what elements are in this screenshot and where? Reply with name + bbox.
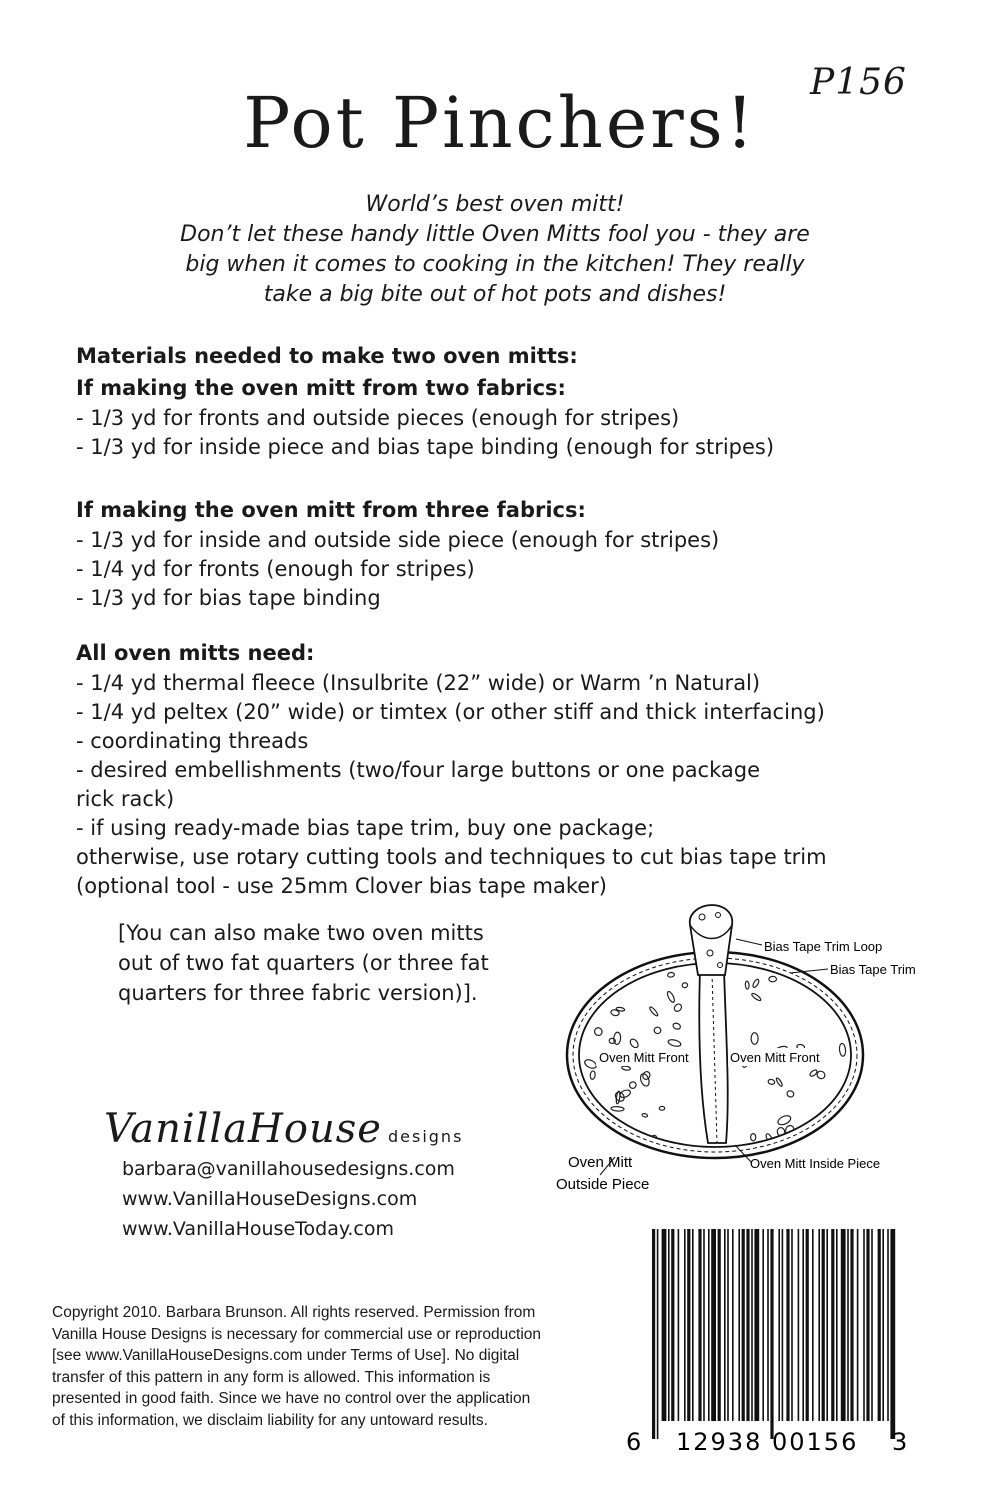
barcode-bar — [778, 1229, 780, 1421]
label-inside-piece: Oven Mitt Inside Piece — [750, 1156, 881, 1171]
barcode-bar — [887, 1229, 889, 1421]
list-item: rick rack) — [76, 787, 175, 811]
copyright-line: presented in good faith. Since we have no control over the application — [52, 1390, 531, 1407]
barcode-bar — [668, 1229, 670, 1421]
barcode-bar — [687, 1229, 690, 1421]
barcode-bar — [724, 1229, 726, 1421]
barcode-bar — [708, 1229, 710, 1421]
barcode-bar — [684, 1229, 686, 1421]
label-outside-piece-line2: Outside Piece — [556, 1176, 650, 1193]
list-item: - 1/3 yd for bias tape binding — [76, 586, 381, 610]
fat-quarter-note — [118, 918, 489, 1008]
two-fabrics-heading: If making the oven mitt from two fabrics: — [76, 376, 566, 400]
list-item: - coordinating threads — [76, 729, 309, 753]
barcode-bar — [727, 1229, 729, 1421]
barcode-bar — [863, 1229, 865, 1421]
copyright-line: of this information, we disclaim liability for any untoward results. — [52, 1411, 488, 1429]
barcode-bar — [857, 1229, 859, 1421]
intro-line: take a big bite out of hot pots and dishes! — [263, 282, 727, 307]
barcode-bar — [818, 1229, 820, 1421]
brand-sub: designs — [387, 1127, 464, 1146]
barcode-bar — [718, 1229, 721, 1421]
label-bias-tape-trim-loop: Bias Tape Trim Loop — [764, 939, 883, 954]
barcode-bar — [652, 1229, 655, 1439]
contact-website[interactable]: www.VanillaHouseDesigns.com — [122, 1188, 418, 1210]
pattern-code: P156 — [810, 62, 907, 103]
barcode-bar — [806, 1229, 809, 1421]
contact-website[interactable]: www.VanillaHouseToday.com — [122, 1218, 395, 1240]
copyright-line: Vanilla House Designs is necessary for commercial use or reproduction — [52, 1325, 542, 1343]
label-outside-piece-line1: Oven Mitt — [568, 1154, 633, 1171]
barcode-left-group: 12938 — [676, 1428, 763, 1456]
brand-logo — [104, 1106, 463, 1152]
label-oven-mitt-front-left: Oven Mitt Front — [599, 1050, 689, 1065]
barcode-bar — [711, 1229, 716, 1421]
brand-name: VanillaHouse — [104, 1106, 382, 1152]
label-oven-mitt-front-right: Oven Mitt Front — [730, 1050, 820, 1065]
barcode-bar — [786, 1229, 789, 1421]
barcode-bar — [882, 1229, 884, 1421]
barcode-bar — [678, 1229, 680, 1421]
contact-info — [122, 1154, 455, 1244]
barcode-bar — [738, 1229, 740, 1421]
barcode-bar — [782, 1229, 784, 1421]
barcode-bar — [890, 1229, 895, 1439]
contact-email[interactable]: barbara@vanillahousedesigns.com — [122, 1158, 455, 1180]
barcode-first-digit: 6 — [626, 1428, 642, 1456]
intro-line: big when it comes to cooking in the kitchen! They really — [185, 252, 805, 277]
barcode-bar — [692, 1229, 694, 1421]
inside-piece — [699, 970, 727, 1143]
barcode-bar — [841, 1229, 846, 1421]
page-title: Pot Pinchers! — [243, 82, 757, 164]
oven-mitt-diagram — [540, 895, 920, 1205]
label-bias-tape-trim: Bias Tape Trim — [830, 962, 916, 977]
copyright-line: Copyright 2010. Barbara Brunson. All rights reserved. Permission from — [52, 1304, 536, 1321]
barcode-bar — [657, 1229, 659, 1439]
barcode-bar — [871, 1229, 873, 1421]
list-item: - 1/3 yd for fronts and outside pieces (enough for stripes) — [76, 406, 680, 430]
fabric-dot — [602, 1129, 610, 1136]
all-mitts-section — [76, 637, 827, 901]
materials-heading: Materials needed to make two oven mitts: — [76, 344, 578, 368]
barcode-bar — [770, 1229, 773, 1439]
list-item: - 1/3 yd for inside and outside side piece (enough for stripes) — [76, 528, 720, 552]
note-line: quarters for three fabric version)]. — [118, 981, 478, 1005]
copyright-line: [see www.VanillaHouseDesigns.com under Terms of Use]. No digital — [52, 1347, 520, 1364]
barcode-bar — [831, 1229, 834, 1421]
barcode-bar — [812, 1229, 814, 1421]
barcode-bars — [652, 1229, 895, 1439]
two-fabrics-section — [76, 340, 774, 462]
barcode-bar — [767, 1229, 769, 1421]
barcode-bar — [754, 1229, 759, 1421]
barcode-bar — [762, 1229, 764, 1421]
barcode-bar — [698, 1229, 701, 1421]
three-fabrics-section — [76, 494, 719, 613]
copyright-notice — [52, 1302, 612, 1431]
three-fabrics-heading: If making the oven mitt from three fabrics: — [76, 498, 586, 522]
list-item: - 1/4 yd peltex (20” wide) or timtex (or other stiff and thick interfacing) — [76, 700, 825, 724]
intro-line: World’s best oven mitt! — [365, 192, 625, 217]
list-item: - desired embellishments (two/four large buttons or one package — [76, 758, 761, 782]
note-line: [You can also make two oven mitts — [118, 921, 484, 945]
list-item: otherwise, use rotary cutting tools and techniques to cut bias tape trim — [76, 845, 827, 869]
fabric-dot — [588, 1133, 594, 1143]
barcode-bar — [732, 1229, 734, 1421]
barcode-bar — [662, 1229, 667, 1421]
fabric-dot — [832, 1120, 841, 1130]
barcode-bar — [791, 1229, 793, 1421]
list-item: - 1/4 yd thermal fleece (Insulbrite (22” wide) or Warm ’n Natural) — [76, 671, 761, 695]
barcode-bar — [703, 1229, 705, 1421]
barcode-bar — [671, 1229, 674, 1421]
bias-trim-loop — [690, 905, 732, 975]
barcode-bar — [751, 1229, 753, 1421]
barcode — [626, 1225, 914, 1456]
barcode-bar — [847, 1229, 849, 1421]
list-item: - 1/3 yd for inside piece and bias tape binding (enough for stripes) — [76, 435, 775, 459]
list-item: - 1/4 yd for fronts (enough for stripes) — [76, 557, 475, 581]
barcode-bar — [746, 1229, 749, 1421]
all-mitts-heading: All oven mitts need: — [76, 641, 315, 665]
barcode-bar — [826, 1229, 828, 1421]
barcode-bar — [878, 1229, 881, 1421]
barcode-right-group: 00156 — [772, 1428, 859, 1456]
intro-line: Don’t let these handy little Oven Mitts fool you - they are — [180, 222, 810, 247]
fabric-dot — [826, 1137, 832, 1143]
barcode-bar — [836, 1229, 838, 1421]
intro-text — [140, 190, 850, 310]
barcode-bar — [866, 1229, 869, 1421]
barcode-bar — [822, 1229, 825, 1421]
barcode-bar — [798, 1229, 800, 1421]
barcode-bar — [850, 1229, 853, 1421]
list-item: - if using ready-made bias tape trim, buy one package; — [76, 816, 655, 840]
barcode-check-digit: 3 — [892, 1428, 908, 1456]
barcode-bar — [802, 1229, 804, 1421]
note-line: out of two fat quarters (or three fat — [118, 951, 489, 975]
barcode-bar — [742, 1229, 745, 1421]
list-item: (optional tool - use 25mm Clover bias tape maker) — [76, 874, 607, 898]
copyright-line: transfer of this pattern in any form is allowed. This information is — [52, 1368, 491, 1386]
